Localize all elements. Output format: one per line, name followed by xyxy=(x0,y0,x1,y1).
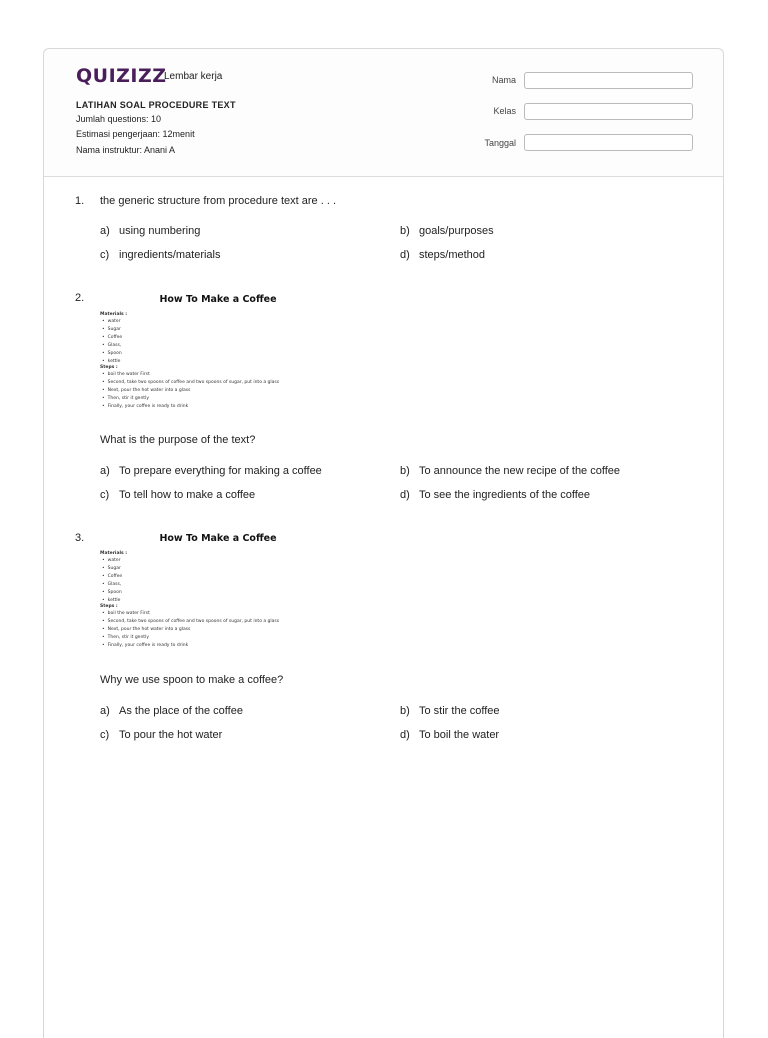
recipe-title: How To Make a Coffee xyxy=(159,533,277,544)
list-item: • Second, take two spoons of coffee and two spoons of sugar, put into a glass xyxy=(100,379,336,387)
option-a[interactable]: a) To prepare everything for making a coffee xyxy=(100,465,322,477)
recipe-image xyxy=(100,294,336,411)
list-item: • Sugar xyxy=(100,565,336,573)
option-c[interactable]: c) ingredients/materials xyxy=(100,249,221,261)
materials-heading: Materials : xyxy=(100,312,128,317)
list-item: • water xyxy=(100,557,336,565)
name-label: Nama xyxy=(491,75,516,85)
name-field[interactable] xyxy=(524,72,693,89)
question-text: the generic structure from procedure text are . . . xyxy=(100,195,336,207)
worksheet-title: LATIHAN SOAL PROCEDURE TEXT xyxy=(76,100,236,110)
list-item: • Finally, your coffee is ready to drink xyxy=(100,403,336,411)
option-b[interactable]: b) To announce the new recipe of the coffee xyxy=(400,465,620,477)
materials-heading: Materials : xyxy=(100,551,128,556)
list-item: • Next, pour the hot water into a glass xyxy=(100,626,336,634)
quizizz-logo: QUIZIZZ xyxy=(76,65,167,87)
list-item: • Spoon xyxy=(100,589,336,597)
question-number: 1. xyxy=(75,195,85,207)
option-d[interactable]: d) steps/method xyxy=(400,249,486,261)
option-d[interactable]: d) To boil the water xyxy=(400,729,500,741)
class-field[interactable] xyxy=(524,103,693,120)
class-label: Kelas xyxy=(493,106,516,116)
option-b[interactable]: b) goals/purposes xyxy=(400,225,494,237)
time-estimation: Estimasi pengerjaan: 12menit xyxy=(76,129,195,139)
recipe-image xyxy=(100,533,336,650)
option-c[interactable]: c) To pour the hot water xyxy=(100,729,223,741)
recipe-title: How To Make a Coffee xyxy=(159,294,277,305)
worksheet-type-label: Lembar kerja xyxy=(164,71,223,82)
question-text: Why we use spoon to make a coffee? xyxy=(100,674,284,686)
list-item: • Sugar xyxy=(100,326,336,334)
question-text: What is the purpose of the text? xyxy=(100,434,256,446)
steps-heading: Steps : xyxy=(100,365,118,371)
worksheet-header xyxy=(44,49,723,177)
list-item: • Next, pour the hot water into a glass xyxy=(100,387,336,395)
steps-heading: Steps : xyxy=(100,604,118,610)
option-c[interactable]: c) To tell how to make a coffee xyxy=(100,489,256,501)
worksheet-page xyxy=(43,48,724,1038)
list-item: • Second, take two spoons of coffee and two spoons of sugar, put into a glass xyxy=(100,618,336,626)
questions-count: Jumlah questions: 10 xyxy=(76,114,162,124)
list-item: • kettle xyxy=(100,597,336,605)
date-field[interactable] xyxy=(524,134,693,151)
list-item: • boil the water First xyxy=(100,610,336,618)
instructor-name: Nama instruktur: Anani A xyxy=(76,145,176,155)
option-a[interactable]: a) As the place of the coffee xyxy=(100,705,243,717)
list-item: • Spoon xyxy=(100,350,336,358)
list-item: • Then, stir it gently xyxy=(100,395,336,403)
list-item: • Glass, xyxy=(100,581,336,589)
option-d[interactable]: d) To see the ingredients of the coffee xyxy=(400,489,591,501)
list-item: • Coffee xyxy=(100,573,336,581)
list-item: • water xyxy=(100,318,336,326)
option-a[interactable]: a) using numbering xyxy=(100,225,201,237)
list-item: • boil the water First xyxy=(100,371,336,379)
question-number: 2. xyxy=(75,292,85,304)
list-item: • Finally, your coffee is ready to drink xyxy=(100,642,336,650)
list-item: • Glass, xyxy=(100,342,336,350)
date-label: Tanggal xyxy=(484,138,516,148)
list-item: • Then, stir it gently xyxy=(100,634,336,642)
list-item: • Coffee xyxy=(100,334,336,342)
question-number: 3. xyxy=(75,532,85,544)
option-b[interactable]: b) To stir the coffee xyxy=(400,705,500,717)
list-item: • kettle xyxy=(100,358,336,366)
